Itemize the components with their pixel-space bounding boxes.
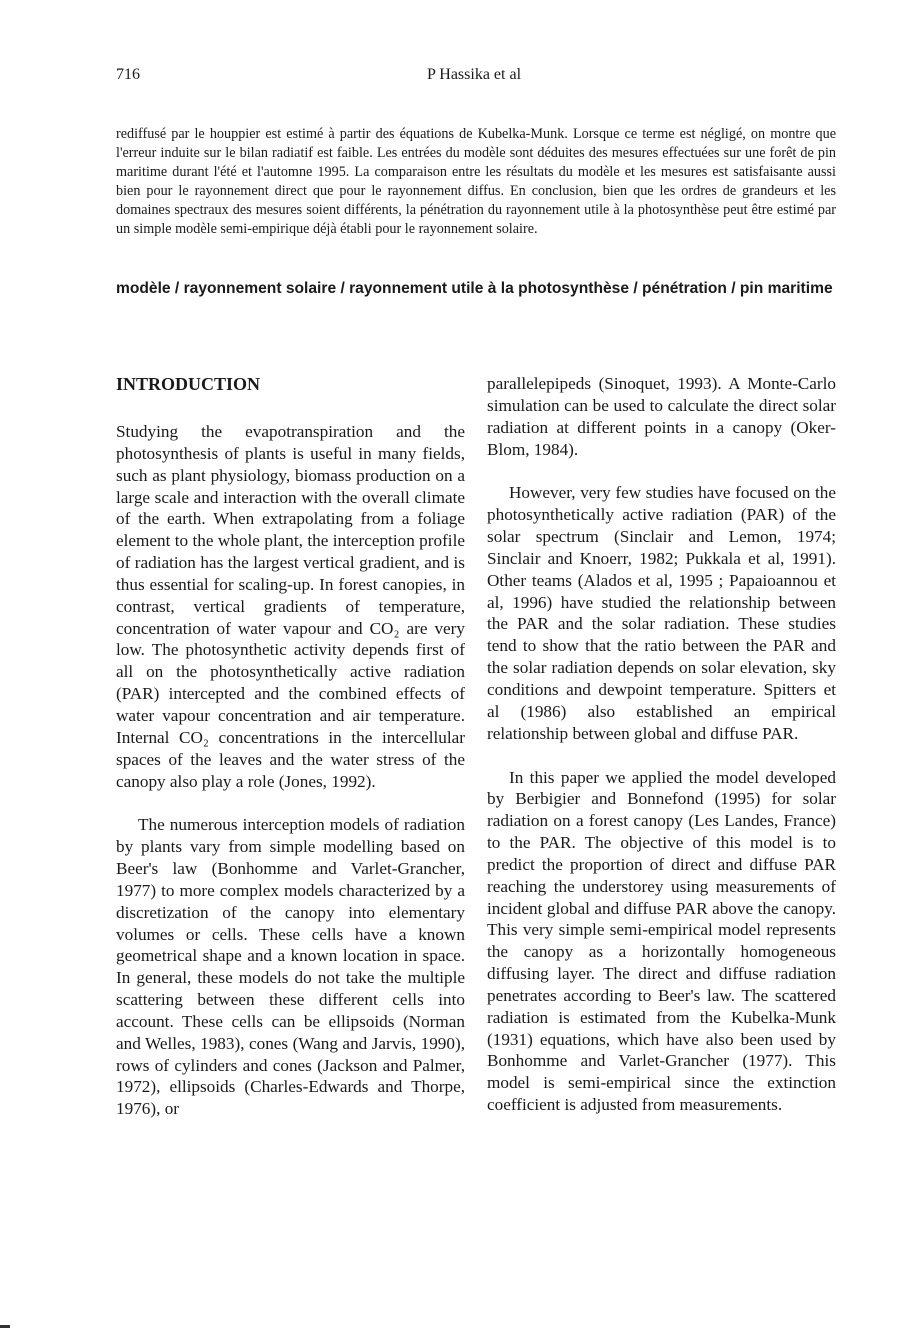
right-column <box>487 373 836 1116</box>
intro-paragraph-2: The numerous interception models of radiation by plants vary from simple modelling based on Beer's law (Bonhomme and Varlet-Grancher, 1977) to more complex models characterized by a discretization of the canopy into elementary volumes or cells. These cells have a known geometrical shape and a known location in space. In general, these models do not take the multiple scattering between these different cells into account. These cells can be ellipsoids (Norman and Welles, 1983), cones (Wang and Jarvis, 1990), rows of cylinders and cones (Jackson and Palmer, 1972), ellipsoids (Charles-Edwards and Thorpe, 1976), or <box>116 815 465 1119</box>
scan-edge-mark <box>0 1325 10 1328</box>
intro-paragraph-1: Studying the evapotranspiration and the photosynthesis of plants is useful in many fields, such as plant physiology, biomass production on a large scale and interaction with the overall climate of the earth. When extrapolating from a foliage element to the whole plant, the interception profile of radiation has the largest vertical gradient, and is thus essential for scaling-up. In forest canopies, in contrast, vertical gradients of temperature, concentration of water vapour and CO₂ are very low. The photosynthetic activity depends first of all on the photosynthetically active radiation (PAR) intercepted and the combined effects of water vapour concentration and air temperature. Internal CO₂ concentrations in the intercellular spaces of the leaves and the water stress of the canopy also play a role (Jones, 1992). <box>116 422 465 791</box>
left-column <box>116 373 465 1120</box>
keywords: modèle / rayonnement solaire / rayonnement utile à la photosynthèse / pénétration / pin maritime <box>116 280 833 297</box>
running-header <box>116 66 832 90</box>
page-number: 716 <box>116 66 140 83</box>
intro-paragraph-3: However, very few studies have focused on the photosynthetically active radiation (PAR) of the solar spectrum (Sinclair and Lemon, 1974; Sinclair and Knoerr, 1982; Pukkala et al, 1991). Other teams (Alados et al, 1995 ; Papaioannou et al, 1996) have studied the relationship between the PAR and the solar radiation. These studies tend to show that the ratio between the PAR and the solar radiation depends on solar elevation, sky conditions and dewpoint temperature. Spitters et al (1986) also established an empirical relationship between global and diffuse PAR. <box>487 483 836 743</box>
running-title: P Hassika et al <box>426 66 522 83</box>
intro-paragraph-4: In this paper we applied the model developed by Berbigier and Bonnefond (1995) for solar radiation on a forest canopy (Les Landes, France) to the PAR. The objective of this model is to predict the proportion of direct and diffuse PAR reaching the understorey using measurements of incident global and diffuse PAR above the canopy. This very simple semi-empirical model represents the canopy as a horizontally homogeneous diffusing layer. The direct and diffuse radiation penetrates according to Beer's law. The scattered radiation is estimated from the Kubelka-Munk (1931) equations, which have also been used by Bonhomme and Varlet-Grancher (1977). This model is semi-empirical since the extinction coefficient is adjusted from measurements. <box>487 767 836 1115</box>
section-heading-introduction: INTRODUCTION <box>116 374 261 394</box>
intro-paragraph-2-continued: parallelepipeds (Sinoquet, 1993). A Monte-Carlo simulation can be used to calculate the direct solar radiation at different points in a canopy (Oker-Blom, 1984). <box>487 374 836 459</box>
abstract-french: rediffusé par le houppier est estimé à partir des équations de Kubelka-Munk. Lorsque ce terme est négligé, on montre que l'erreur induite sur le bilan radiatif est faible. Les entrées du modèle sont déduites des mesures effectuées sur une forêt de pin maritime durant l'été et l'automne 1995. La comparaison entre les résultats du modèle et les mesures est satisfaisante aussi bien pour le rayonnement direct que pour le rayonnement diffus. En conclusion, bien que les ordres de grandeurs et les domaines spectraux des mesures soient différents, la pénétration du rayonnement utile à la photosynthèse peut être estimé par un simple modèle semi-empirique déjà établi pour le rayonnement solaire. <box>116 126 836 238</box>
